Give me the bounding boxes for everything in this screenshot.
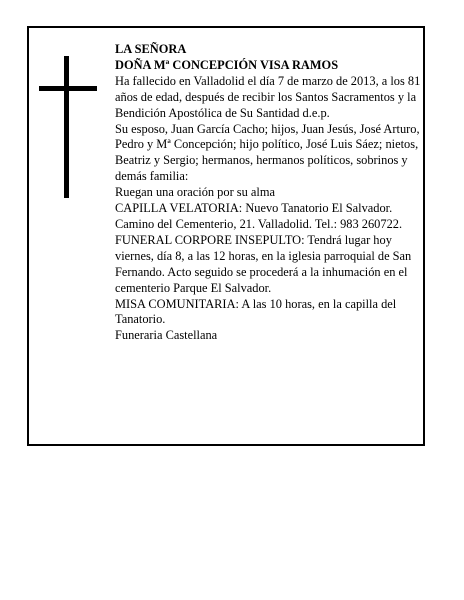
funeral-info: FUNERAL CORPORE INSEPULTO: Tendrá lugar hoy viernes, día 8, a las 12 horas, en la iglesia parroquial de San Fernando. Acto seguido se procederá a la inhumación en el cementerio Parque El Salvador. bbox=[115, 232, 412, 295]
cross-horizontal-bar bbox=[39, 86, 97, 91]
community-mass-info: MISA COMUNITARIA: A las 10 horas, en la capilla del Tanatorio. bbox=[115, 296, 397, 327]
family-list: Su esposo, Juan García Cacho; hijos, Juan Jesús, José Arturo, Pedro y Mª Concepción; hijo político, José Luis Sáez; nietos, Beatriz y Sergio; hermanos, hermanos políticos, sobrinos y demás familia: bbox=[115, 121, 420, 184]
deceased-name: DOÑA Mª CONCEPCIÓN VISA RAMOS bbox=[115, 57, 339, 72]
obituary-heading: LA SEÑORA bbox=[115, 42, 187, 56]
cross-icon bbox=[39, 56, 97, 198]
obituary-notice bbox=[27, 26, 425, 446]
obituary-text bbox=[115, 42, 421, 344]
death-announcement: Ha fallecido en Valladolid el día 7 de marzo de 2013, a los 81 años de edad, después de recibir los Santos Sacramentos y la Bendición Apostólica de Su Santidad d.e.p. bbox=[115, 73, 421, 120]
funeral-home: Funeraria Castellana bbox=[115, 328, 218, 343]
cross-vertical-bar bbox=[64, 56, 69, 198]
wake-chapel-info: CAPILLA VELATORIA: Nuevo Tanatorio El Salvador. Camino del Cementerio, 21. Valladolid. Tel.: 983 260722. bbox=[115, 201, 403, 231]
prayer-request: Ruegan una oración por su alma bbox=[115, 185, 275, 200]
